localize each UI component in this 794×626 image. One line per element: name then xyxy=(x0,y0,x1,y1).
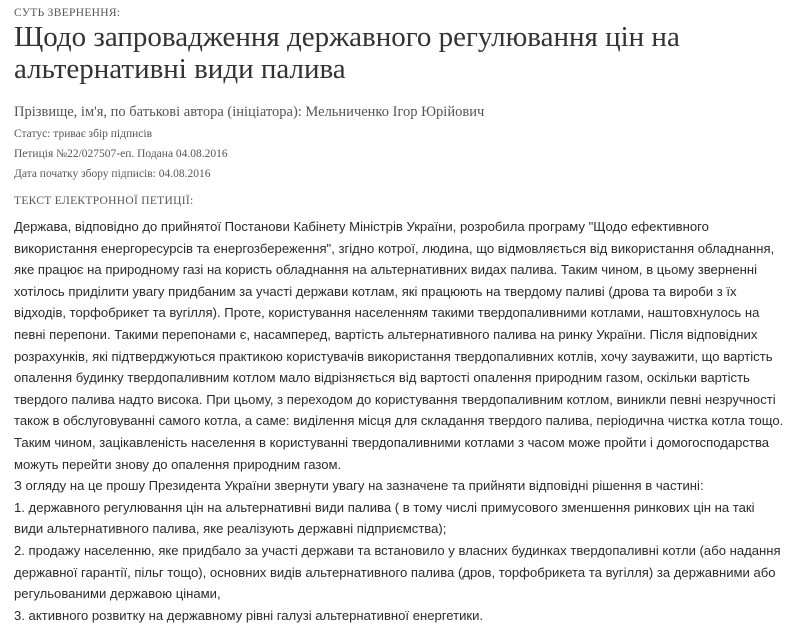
paragraph: 1. державного регулювання цін на альтернативні види палива ( в тому числі примусового зменшення ринкових цін на такі види альтернативного палива, яке реалізують державні підприємства); xyxy=(14,499,755,537)
start-date-line: Дата початку збору підписів: 04.08.2016 xyxy=(14,168,211,180)
status-line: Статус: триває збір підписів xyxy=(14,128,153,140)
paragraph: 3. активного розвитку на державному рівні галузі альтернативної енергетики. xyxy=(14,607,484,623)
paragraph: Держава, відповідно до прийнятої Постанови Кабінету Міністрів України, розробила програму "Щодо ефективного використання енергоресурсів та енергозбереження", згідно котрої, людина, що відмовляється від використання обладнання, яке працює на природному газі на користь обладнання на альтернативних видах палива. Таким чином, в цьому зверненні хотілось приділити увагу придбаним за участі держави котлам, які працюють на твердому паливі (дрова та вироби з їх відходів, торфобрикет та вугілля). Проте, користування населенням такими твердопаливними котлами, наштовхнулось на певні перепони. Такими перепонами є, насамперед, вартість альтернативного палива на ринку України. Після відповідних розрахунків, які підтверджуються практикою користувачів використання твердопаливних котлів, хочу зауважити, що вартість опалення будинку твердопаливним котлом мало відрізняється від вартості опалення природним газом, оскільки вартість твердого палива надто висока. При цьому, з переходом до користування твердопаливним котлом, виникли певні незручності також в обслуговуванні самого котла, а саме: виділення місця для складання твердого палива, періодична чистка котла тощо. Таким чином, зацікавленість населення в користуванні твердопаливними котлами з часом може пройти і домогосподарства можуть перейти знову до опалення природним газом. xyxy=(14,219,784,472)
petition-title: Щодо запровадження державного регулювання цін на альтернативні види палива xyxy=(14,21,680,85)
paragraph: 2. продажу населенню, яке придбало за участі держави та встановило у власних будинках твердопаливні котли (або надання державної гарантії, пільг тощо), основних видів альтернативного палива (дров, торфобрикета та вугілля) за державними або регульованими державою цінами, xyxy=(14,542,781,602)
petition-text xyxy=(14,216,784,626)
petition-number-line: Петиція №22/027507-еп. Подана 04.08.2016 xyxy=(14,148,228,160)
petition-text-label: ТЕКСТ ЕЛЕКТРОННОЇ ПЕТИЦІЇ: xyxy=(14,195,194,207)
petition-page xyxy=(0,6,784,626)
section-label: СУТЬ ЗВЕРНЕННЯ: xyxy=(14,7,121,19)
paragraph: З огляду на це прошу Президента України звернути увагу на зазначене та прийняти відповідні рішення в частині: xyxy=(14,478,704,494)
author-line: Прізвище, ім'я, по батькові автора (ініціатора): Мельниченко Ігор Юрійович xyxy=(14,104,485,120)
